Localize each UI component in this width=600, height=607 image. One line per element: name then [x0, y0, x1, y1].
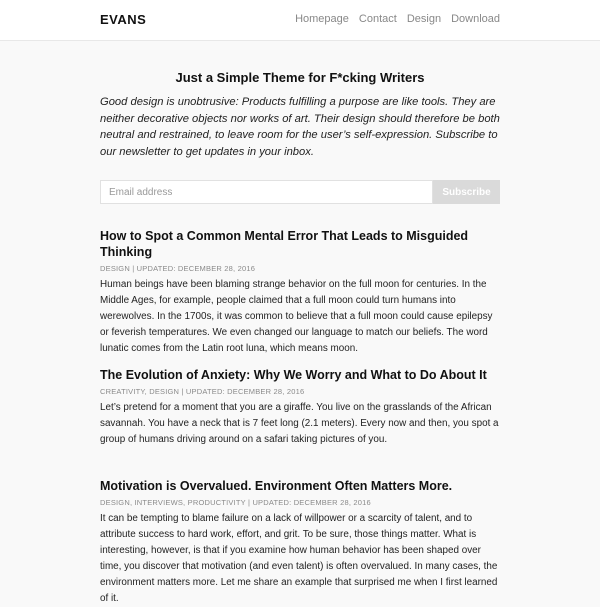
nav-design-link[interactable]: Design	[406, 13, 442, 25]
post-excerpt: Let’s pretend for a moment that you are a giraffe. You live on the grasslands of the African savannah. You have a neck that is 7 feet long (2.1 meters). Every now and then, you spot a group of humans driving around on a safari taking pictures of you.	[100, 402, 499, 445]
post-item	[100, 228, 500, 357]
post-excerpt: Human beings have been blaming strange behavior on the full moon for centuries. In the Middle Ages, for example, people claimed that a full moon could turn humans into werewolves. In the 1700s, it was common to believe that a full moon could cause epilepsy or feverish temperatures. We even changed our language to match our beliefs. The word lunatic comes from the Latin root luna, which means moon.	[100, 279, 493, 354]
email-input[interactable]	[100, 180, 433, 204]
post-item	[100, 367, 500, 448]
post-meta: CREATIVITY, DESIGN | UPDATED: DECEMBER 28, 2016	[100, 387, 305, 396]
nav-download-link[interactable]: Download	[451, 13, 500, 25]
main-nav	[295, 13, 500, 25]
hero-section	[100, 70, 500, 204]
hero-description: Good design is unobtrusive: Products fulfilling a purpose are like tools. They are neither decorative objects nor works of art. Their design should therefore be both neutral and restrained, to leave room for the user’s self-expression. Subscribe to our newsletter to get updates in your inbox.	[100, 96, 500, 158]
post-title-link[interactable]: Motivation is Overvalued. Environment Often Matters More.	[100, 479, 453, 493]
post-title-link[interactable]: How to Spot a Common Mental Error That Leads to Misguided Thinking	[100, 229, 469, 259]
nav-contact-link[interactable]: Contact	[358, 13, 397, 25]
nav-homepage-link[interactable]: Homepage	[295, 13, 349, 25]
post-excerpt: It can be tempting to blame failure on a lack of willpower or a scarcity of talent, and to attribute success to hard work, effort, and grit. To be sure, those things matter. What is interesting, however, is that if you examine how human behavior has been shaped over time, you discover that motivation (and even talent) is often overvalued. In many cases, the environment matters more. Let me share an example that surprised me when I first learned of it.	[100, 513, 498, 604]
subscribe-form	[100, 180, 500, 204]
top-navigation-bar	[0, 0, 600, 41]
hero-title: Just a Simple Theme for F*cking Writers	[175, 70, 425, 85]
post-meta: DESIGN, INTERVIEWS, PRODUCTIVITY | UPDATED: DECEMBER 28, 2016	[100, 498, 371, 507]
post-item	[100, 478, 500, 607]
post-meta: DESIGN | UPDATED: DECEMBER 28, 2016	[100, 264, 256, 273]
subscribe-button[interactable]: Subscribe	[433, 180, 500, 204]
post-title-link[interactable]: The Evolution of Anxiety: Why We Worry and What to Do About It	[100, 368, 487, 382]
site-logo[interactable]: EVANS	[100, 12, 147, 27]
